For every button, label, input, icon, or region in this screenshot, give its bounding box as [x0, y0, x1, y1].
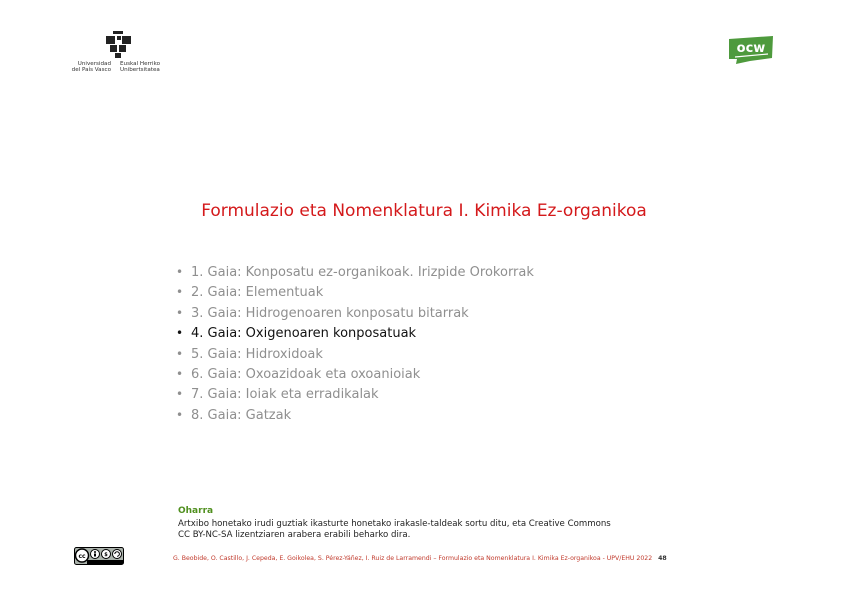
topic-list: [176, 262, 534, 425]
bullet-icon: •: [176, 407, 184, 422]
cc-by-nc-sa-icon: [74, 547, 124, 565]
bullet-icon: •: [176, 326, 184, 341]
upv-ehu-emblem-icon: [100, 30, 136, 60]
upv-ehu-logo: [64, 30, 168, 76]
university-name-es: Universidad del País Vasco: [71, 61, 111, 74]
topic-item: • 7. Gaia: Ioiak eta erradikalak: [176, 384, 534, 404]
topic-item: • 8. Gaia: Gatzak: [176, 405, 534, 425]
bullet-icon: •: [176, 387, 184, 402]
slide-title: Formulazio eta Nomenklatura I. Kimika Ez-organikoa: [201, 201, 647, 221]
page-number: 48: [658, 555, 667, 562]
topic-item: • 6. Gaia: Oxoazidoak eta oxoanioiak: [176, 364, 534, 384]
note-heading: Oharra: [178, 506, 214, 516]
svg-text:$: $: [104, 552, 108, 558]
bullet-icon: •: [176, 305, 184, 320]
bullet-icon: •: [176, 366, 184, 381]
topic-item: • 3. Gaia: Hidrogenoaren konposatu bitarrak: [176, 303, 534, 323]
university-name-eu: Euskal Herriko Unibertsitatea: [120, 61, 161, 74]
footer-credits: G. Beobide, O. Castillo, J. Cepeda, E. Goikolea, S. Pérez-Yáñez, I. Ruiz de Larramendi – Formulazio eta Nomenklatura I. Kimika Ez-organikoa - UPV/EHU 2022 48: [173, 555, 667, 562]
svg-text:cc: cc: [78, 553, 86, 560]
topic-item: • 1. Gaia: Konposatu ez-organikoak. Irizpide Orokorrak: [176, 262, 534, 282]
topic-item-active: • 4. Gaia: Oxigenoaren konposatuak: [176, 323, 534, 343]
bullet-icon: •: [176, 265, 184, 279]
ocw-logo-text: ocw: [736, 41, 766, 56]
note-text: Artxibo honetako irudi guztiak ikasturte honetako irakasle-taldeak sortu ditu, eta Creative Commons CC BY-NC-SA lizentziaren arabera erabili beharko dira.: [178, 519, 611, 541]
topic-item: • 2. Gaia: Elementuak: [176, 282, 534, 302]
ocw-logo: [728, 36, 774, 65]
bullet-icon: •: [176, 346, 184, 361]
topic-item: • 5. Gaia: Hidroxidoak: [176, 344, 534, 364]
bullet-icon: •: [176, 285, 184, 300]
